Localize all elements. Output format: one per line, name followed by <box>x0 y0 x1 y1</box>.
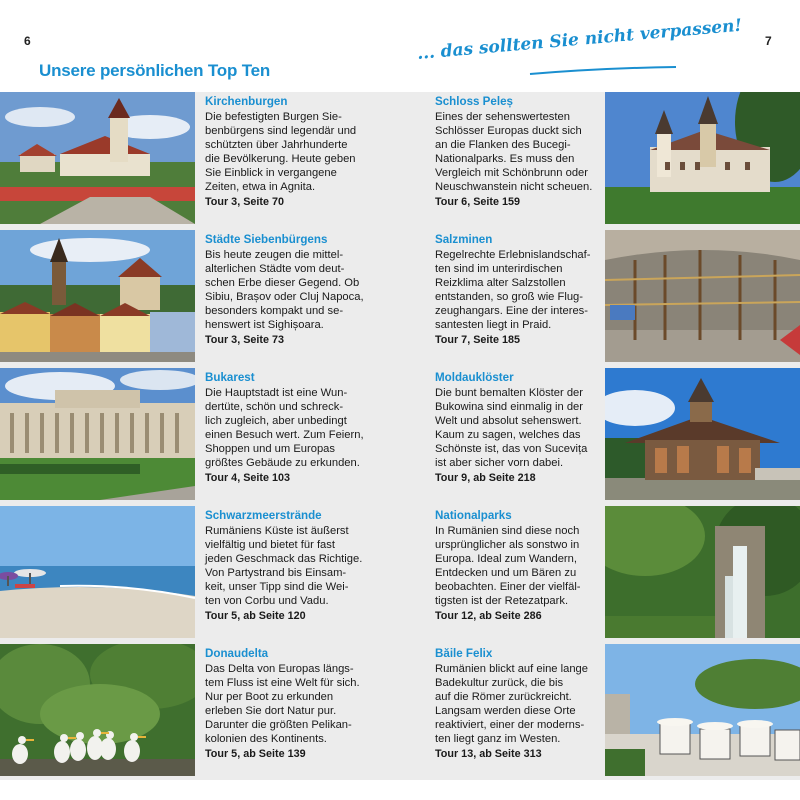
entry-title: Bukarest <box>205 371 255 384</box>
peles-castle-photo <box>605 92 800 224</box>
salt-mine-photo <box>605 230 800 362</box>
entry-tour-reference: Tour 4, Seite 103 <box>205 471 291 484</box>
entry-text: Das Delta von Europas längs- tem Fluss ist eine Welt für sich. Nur per Boot zu erkunden erleben Sie dort Natur pur. Darunter die größten Pelikan- kolonien des Kontinents. <box>205 663 360 746</box>
entry-tour-reference: Tour 7, Seite 185 <box>435 333 521 346</box>
entry-title: Salzminen <box>435 233 493 246</box>
page-number-left: 6 <box>24 34 31 48</box>
entry-tour-reference: Tour 9, ab Seite 218 <box>435 471 536 484</box>
entry-schwarzmeerstraende <box>205 509 373 623</box>
entry-text: In Rumänien sind diese noch ursprünglicher als sonstwo in Europa. Ideal zum Wandern, Entdecken und um Bären zu beobachten. Einer der vielfäl- tigsten ist der Retezatpark. <box>435 525 581 608</box>
entry-text: Regelrechte Erlebnislandschaf- ten sind im unterirdischen Reizklima alter Salzstollen entstanden, so groß wie Flug- zeughangars. Eine der interes- santesten liegt in Praid. <box>435 249 591 332</box>
entry-schloss-peles <box>435 95 603 209</box>
entry-title: Donaudelta <box>205 647 269 660</box>
entry-tour-reference: Tour 13, ab Seite 313 <box>435 747 542 760</box>
underline-swoosh <box>528 66 678 76</box>
section-title-right <box>416 15 743 84</box>
entry-text: Rumänien blickt auf eine lange Badekultur zurück, die bis auf die Römer zurückreicht. Langsam werden diese Orte reaktiviert, einer der moderns- ten liegt ganz im Westen. <box>435 663 588 746</box>
entry-nationalparks <box>435 509 603 623</box>
page-number-right: 7 <box>765 34 772 48</box>
entry-kirchenburgen <box>205 95 373 209</box>
entry-tour-reference: Tour 5, ab Seite 139 <box>205 747 306 760</box>
entry-baile-felix <box>435 647 603 761</box>
entry-title: Schloss Peleș <box>435 95 513 108</box>
entry-title: Băile Felix <box>435 647 493 660</box>
entry-text: Eines der sehenswertesten Schlösser Europas duckt sich an die Flanken des Bucegi- Nationalparks. Es muss den Vergleich mit Schönbrunn oder Neuschwanstein nicht scheuen. <box>435 111 593 194</box>
entry-text: Die bunt bemalten Klöster der Bukowina sind einmalig in der Welt und absolut sehenswert. Kaum zu sagen, welches das Schönste ist, das von Sucevița ist aber sicher vorn dabei. <box>435 387 588 470</box>
fortified-church-photo <box>0 92 195 224</box>
entry-title: Moldauklöster <box>435 371 514 384</box>
entry-text: Die Hauptstadt ist eine Wun- dertüte, schön und schreck- lich zugleich, aber unbedingt einen Besuch wert. Zum Feiern, Shoppen und um Europas größtes Gebäude zu erkunden. <box>205 387 364 470</box>
palace-of-parliament-photo <box>0 368 195 500</box>
entry-moldaukloester <box>435 371 603 485</box>
section-title-right-text: ... das sollten Sie nicht verpassen! <box>416 15 743 64</box>
section-title-left: Unsere persönlichen Top Ten <box>39 61 271 80</box>
entry-text: Bis heute zeugen die mittel- alterlichen Städte vom deut- schen Erbe dieser Gegend. Ob Sibiu, Brașov oder Cluj Napoca, besonders kompakt und se- henswert ist Sighișoara. <box>205 249 364 332</box>
spa-resort-photo <box>605 644 800 776</box>
painted-monastery-photo <box>605 368 800 500</box>
entry-tour-reference: Tour 3, Seite 73 <box>205 333 285 346</box>
entry-tour-reference: Tour 6, Seite 159 <box>435 195 521 208</box>
entry-title: Nationalparks <box>435 509 512 522</box>
entry-text: Die befestigten Burgen Sie- benbürgens sind legendär und schützten über Jahrhunderte die Bevölkerung. Heute geben Sie Einblick in vergangene Zeiten, etwa in Agnita. <box>205 111 357 194</box>
entry-staedte-siebenbuergens <box>205 233 373 347</box>
entry-text: Rumäniens Küste ist äußerst vielfältig und bietet für fast jeden Geschmack das Richtige. Von Partystrand bis Einsam- keit, unser Tipp sind die Wei- ten von Corbu und Vadu. <box>205 525 363 608</box>
entry-bukarest <box>205 371 373 485</box>
entry-tour-reference: Tour 5, ab Seite 120 <box>205 609 306 622</box>
medieval-town-photo <box>0 230 195 362</box>
waterfall-photo <box>605 506 800 638</box>
black-sea-beach-photo <box>0 506 195 638</box>
pelicans-photo <box>0 644 195 776</box>
entry-salzminen <box>435 233 603 347</box>
entry-title: Städte Siebenbürgens <box>205 233 328 246</box>
entry-donaudelta <box>205 647 373 761</box>
entry-tour-reference: Tour 3, Seite 70 <box>205 195 285 208</box>
entry-title: Kirchenburgen <box>205 95 288 108</box>
entry-title: Schwarzmeerstrände <box>205 509 322 522</box>
entry-tour-reference: Tour 12, ab Seite 286 <box>435 609 542 622</box>
